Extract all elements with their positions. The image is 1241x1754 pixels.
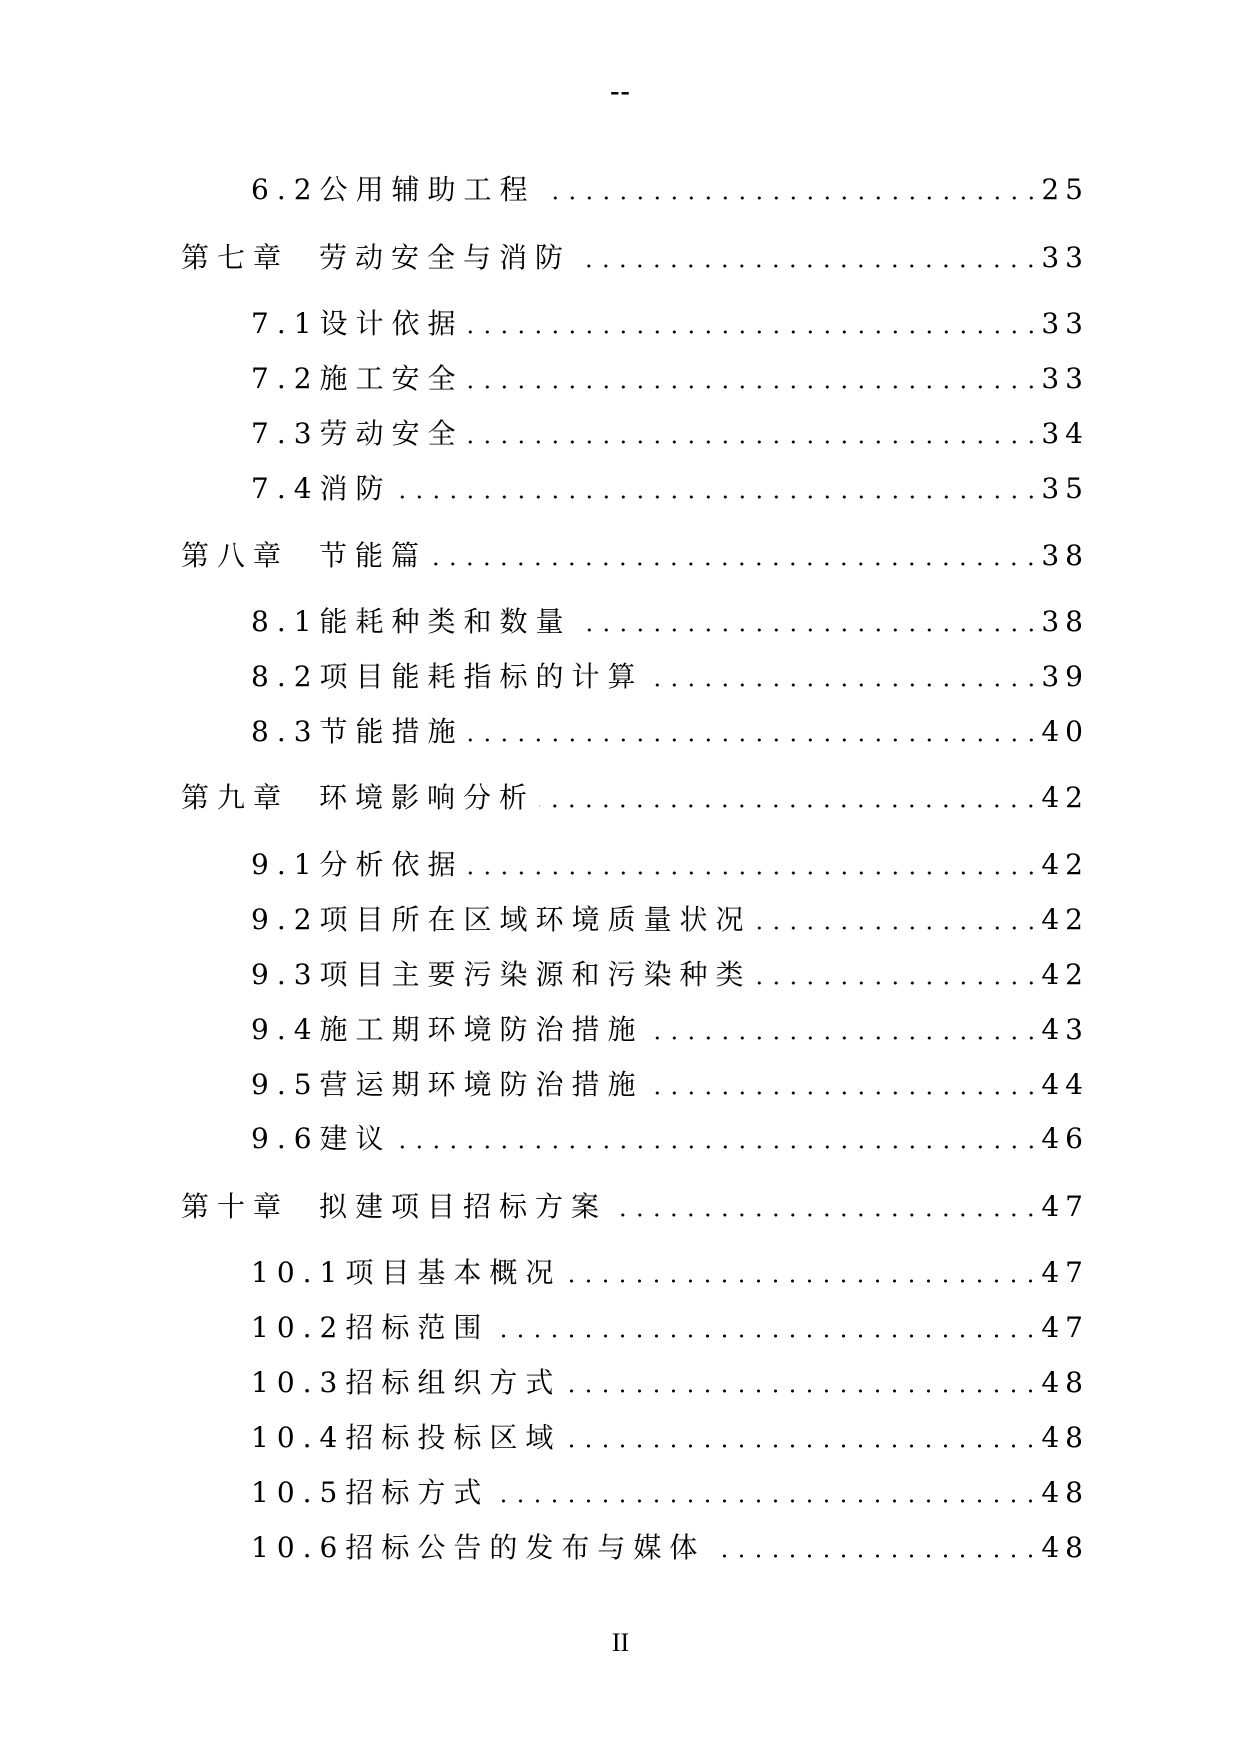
toc-section-number: 10.4 [251, 1421, 346, 1454]
toc-leader-dots [431, 561, 1039, 567]
toc-leader-dots [468, 737, 1040, 743]
toc-chapter-title: 劳动安全与消防 [319, 241, 572, 274]
toc-page-number: 42 [1041, 958, 1089, 991]
toc-section-title: 项目主要污染源和污染种类 [319, 958, 752, 991]
toc-entry-title [251, 1012, 644, 1048]
toc-entry-title [251, 1530, 705, 1566]
toc-page-number: 44 [1041, 1068, 1089, 1101]
toc-section-number: 9.1 [251, 848, 320, 881]
toc-entry-7-3[interactable] [251, 412, 1089, 452]
toc-section-title: 设计依据 [319, 307, 464, 340]
toc-section-number: 7.4 [251, 472, 320, 505]
toc-section-number: 9.3 [251, 958, 320, 991]
toc-entry-title [251, 471, 392, 507]
toc-page-number: 42 [1041, 781, 1089, 814]
toc-page-number: 48 [1041, 1531, 1089, 1564]
toc-chapter-title: 环境影响分析 [319, 781, 536, 814]
toc-section-title: 劳动安全 [319, 417, 464, 450]
toc-page-number: 40 [1041, 715, 1089, 748]
toc-section-number: 10.3 [251, 1366, 346, 1399]
toc-page-number: 48 [1041, 1476, 1089, 1509]
toc-section-number: 7.2 [251, 362, 320, 395]
toc-entry-6-2[interactable] [251, 168, 1089, 208]
toc-entry-title [251, 659, 644, 695]
toc-page-number: 43 [1041, 1013, 1089, 1046]
toc-page-number: 46 [1041, 1122, 1089, 1155]
toc-section-title: 分析依据 [319, 848, 464, 881]
toc-leader-dots [396, 494, 1040, 500]
toc-leader-dots [575, 263, 1039, 269]
toc-section-title: 节能措施 [319, 715, 464, 748]
toc-entry-title [181, 538, 427, 574]
toc-page-number: 39 [1041, 660, 1089, 693]
toc-entry-title [251, 1420, 561, 1456]
toc-page-number: 47 [1041, 1256, 1089, 1289]
toc-leader-dots [396, 1144, 1040, 1150]
toc-leader-dots [493, 1498, 1039, 1504]
toc-entry-title [251, 306, 464, 342]
toc-chapter-number: 第十章 [181, 1190, 290, 1223]
toc-entry-title [251, 1365, 561, 1401]
toc-leader-dots [565, 1388, 1039, 1394]
toc-section-title: 招标范围 [345, 1311, 490, 1344]
toc-entry-9-2[interactable] [251, 898, 1089, 938]
toc-page-number: 33 [1041, 362, 1089, 395]
toc-entry-chapter-8[interactable] [181, 534, 1089, 574]
toc-entry-10-1[interactable] [251, 1251, 1089, 1291]
toc-entry-title [251, 1255, 561, 1291]
toc-entry-7-2[interactable] [251, 357, 1089, 397]
toc-page-number: 33 [1041, 307, 1089, 340]
toc-page-number: 48 [1041, 1421, 1089, 1454]
toc-section-title: 招标组织方式 [345, 1366, 562, 1399]
toc-page-number: 38 [1041, 539, 1089, 572]
toc-section-number: 8.3 [251, 715, 320, 748]
toc-leader-dots [493, 1333, 1039, 1339]
page-number-footer: II [611, 1628, 630, 1657]
toc-section-title: 建议 [319, 1122, 392, 1155]
toc-entry-title [251, 172, 536, 208]
toc-chapter-number: 第九章 [181, 781, 290, 814]
toc-entry-title [251, 416, 464, 452]
toc-entry-9-6[interactable] [251, 1117, 1089, 1157]
toc-entry-chapter-10[interactable] [181, 1185, 1089, 1225]
toc-entry-title [181, 240, 571, 276]
toc-entry-title [251, 1121, 392, 1157]
toc-entry-9-1[interactable] [251, 843, 1089, 883]
toc-leader-dots [648, 682, 1040, 688]
toc-section-number: 9.5 [251, 1068, 320, 1101]
toc-section-title: 消防 [319, 472, 392, 505]
toc-section-number: 10.1 [251, 1256, 346, 1289]
toc-section-number: 9.2 [251, 903, 320, 936]
toc-section-number: 9.6 [251, 1122, 320, 1155]
toc-section-number: 7.1 [251, 307, 320, 340]
toc-leader-dots [540, 195, 1040, 201]
page-header: -- [610, 76, 631, 107]
toc-leader-dots [468, 384, 1040, 390]
toc-section-number: 6.2 [251, 173, 320, 206]
toc-entry-7-1[interactable] [251, 302, 1089, 342]
toc-section-number: 10.2 [251, 1311, 346, 1344]
toc-entry-9-4[interactable] [251, 1008, 1089, 1048]
toc-entry-title [251, 604, 572, 640]
toc-entry-title [251, 1475, 489, 1511]
toc-section-title: 营运期环境防治措施 [319, 1068, 644, 1101]
toc-section-title: 招标公告的发布与媒体 [345, 1531, 706, 1564]
toc-entry-8-1[interactable] [251, 600, 1089, 640]
toc-page-number: 42 [1041, 903, 1089, 936]
toc-section-title: 能耗种类和数量 [319, 605, 572, 638]
toc-leader-dots [611, 1212, 1039, 1218]
toc-leader-dots [648, 1035, 1040, 1041]
toc-page-number: 33 [1041, 241, 1089, 274]
toc-entry-title [251, 902, 752, 938]
toc-chapter-number: 第七章 [181, 241, 290, 274]
toc-section-title: 招标方式 [345, 1476, 490, 1509]
toc-section-number: 7.3 [251, 417, 320, 450]
toc-section-number: 8.1 [251, 605, 320, 638]
toc-leader-dots [539, 803, 1039, 809]
toc-entry-title [251, 847, 464, 883]
toc-page-number: 47 [1041, 1311, 1089, 1344]
toc-page-number: 25 [1041, 173, 1089, 206]
toc-leader-dots [756, 925, 1040, 931]
toc-entry-9-3[interactable] [251, 953, 1089, 993]
toc-section-number: 10.5 [251, 1476, 346, 1509]
toc-entry-10-4[interactable] [251, 1416, 1089, 1456]
toc-entry-title [251, 361, 464, 397]
toc-entry-9-5[interactable] [251, 1063, 1089, 1103]
toc-section-number: 9.4 [251, 1013, 320, 1046]
toc-section-number: 10.6 [251, 1531, 346, 1564]
toc-section-title: 施工期环境防治措施 [319, 1013, 644, 1046]
toc-section-title: 项目所在区域环境质量状况 [319, 903, 752, 936]
toc-section-title: 项目能耗指标的计算 [319, 660, 644, 693]
toc-entry-title [251, 1067, 644, 1103]
toc-chapter-title: 拟建项目招标方案 [319, 1190, 608, 1223]
toc-chapter-title: 节能篇 [319, 539, 428, 572]
toc-leader-dots [648, 1090, 1040, 1096]
toc-entry-title [251, 1310, 489, 1346]
toc-page-number: 42 [1041, 848, 1089, 881]
toc-section-title: 施工安全 [319, 362, 464, 395]
toc-page-number: 38 [1041, 605, 1089, 638]
toc-entry-title [181, 1189, 607, 1225]
toc-page-number: 35 [1041, 472, 1089, 505]
toc-chapter-number: 第八章 [181, 539, 290, 572]
toc-leader-dots [576, 627, 1040, 633]
toc-section-title: 招标投标区域 [345, 1421, 562, 1454]
toc-page-number: 34 [1041, 417, 1089, 450]
toc-entry-title [251, 714, 464, 750]
toc-leader-dots [565, 1278, 1039, 1284]
toc-entry-10-3[interactable] [251, 1361, 1089, 1401]
toc-page-number: 47 [1041, 1190, 1089, 1223]
toc-leader-dots [565, 1443, 1039, 1449]
toc-entry-title [181, 780, 535, 816]
toc-section-title: 公用辅助工程 [319, 173, 536, 206]
toc-leader-dots [468, 329, 1040, 335]
toc-entry-7-4[interactable] [251, 467, 1089, 507]
toc-entry-chapter-7[interactable] [181, 236, 1089, 276]
toc-leader-dots [756, 980, 1040, 986]
toc-section-number: 8.2 [251, 660, 320, 693]
toc-entry-10-6[interactable] [251, 1526, 1089, 1566]
toc-page-number: 48 [1041, 1366, 1089, 1399]
toc-entry-chapter-9[interactable] [181, 776, 1089, 816]
toc-entry-10-5[interactable] [251, 1471, 1089, 1511]
toc-leader-dots [468, 870, 1040, 876]
toc-entry-10-2[interactable] [251, 1306, 1089, 1346]
toc-entry-8-2[interactable] [251, 655, 1089, 695]
toc-leader-dots [468, 439, 1040, 445]
toc-entry-title [251, 957, 752, 993]
toc-leader-dots [709, 1553, 1039, 1559]
toc-section-title: 项目基本概况 [345, 1256, 562, 1289]
toc-entry-8-3[interactable] [251, 710, 1089, 750]
